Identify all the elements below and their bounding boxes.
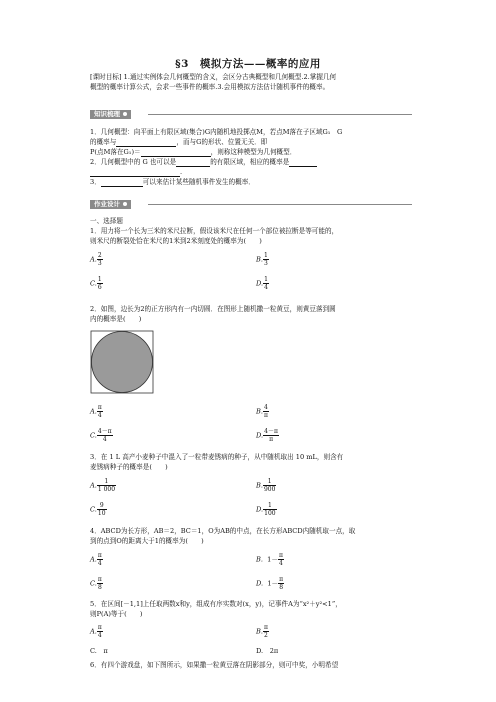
text: 可以来估计某些随机事件发生的概率． [142, 178, 255, 186]
numerator: 1 [264, 276, 268, 283]
fraction [97, 478, 116, 493]
option-label: D. [256, 505, 264, 514]
fraction [97, 276, 103, 291]
question-6-line-1: 6．有四个游戏盘，如下图所示，如果撒一粒黄豆落在阴影部分，则可中奖，小明希望 [90, 661, 339, 669]
goals-text-1: 1.通过实例体会几何概型的含义，会区分古典概型和几何概型.2.掌握几何 [123, 73, 337, 81]
fraction [263, 478, 276, 493]
option-label: B. [256, 627, 263, 636]
fraction [97, 428, 113, 443]
numerator: π [278, 552, 283, 559]
option-label: C. [90, 505, 97, 514]
option-label: B. [256, 255, 263, 264]
option-label: A. [90, 481, 97, 490]
q2-option-c [90, 428, 113, 443]
numerator: 9 [97, 502, 107, 510]
q3-option-b [256, 478, 276, 493]
denominator: π [263, 412, 268, 419]
divider [148, 114, 412, 115]
text: ，而与G的形状、位置无关．即 [176, 138, 268, 146]
text: . [180, 168, 183, 176]
question-4-line-1: 4．ABCD为长方形，AB＝2，BC＝1，O为AB的中点，在长方形ABCD内随机取一点，取 [90, 527, 356, 535]
numerator: π [97, 624, 102, 631]
numerator: 4 [264, 404, 268, 411]
option-label: A. [90, 555, 97, 564]
fraction [97, 624, 103, 639]
square-with-inscribed-circle-figure [90, 330, 154, 394]
knowledge-1c [90, 147, 410, 157]
section-banner-knowledge [90, 110, 131, 119]
numerator: π [97, 576, 102, 583]
numerator: 1 [97, 276, 102, 283]
denominator: 6 [97, 284, 102, 291]
q3-option-a [90, 478, 116, 493]
option-label: B. [256, 481, 263, 490]
fraction [263, 502, 276, 517]
fraction [97, 404, 103, 419]
denominator: 4 [97, 412, 102, 419]
knowledge-2b [90, 167, 410, 177]
q5-option-c: C. π [90, 647, 108, 655]
question-3-line-2: 麦锈病种子的概率是( ) [90, 463, 168, 471]
denominator: 3 [263, 260, 268, 267]
question-2-line-2: 内的概率是( ) [90, 315, 142, 323]
option-label: A. [90, 627, 97, 636]
option-label: D. [256, 431, 264, 440]
denominator: 1 000 [97, 486, 116, 493]
section-label: 作业设计 [94, 200, 120, 208]
text: ，则称这种模型为几何概型． [210, 148, 297, 156]
fraction [263, 276, 269, 291]
denominator: 4 [97, 632, 102, 639]
fraction [263, 624, 269, 639]
denominator: π [269, 436, 274, 443]
denominator: 4 [97, 560, 102, 567]
option-label: A. [90, 407, 97, 416]
denominator: 2 [264, 632, 268, 639]
goals-label: [课时目标] [90, 73, 122, 81]
numerator: 1 [97, 478, 116, 486]
fill-blank [90, 168, 183, 177]
numerator: 2 [97, 252, 102, 259]
q5-option-d: D. 2π [256, 647, 279, 655]
section-label: 知识梳理 [94, 110, 120, 118]
q1-option-a [90, 252, 103, 267]
q4-option-d [256, 576, 284, 591]
denominator: 900 [263, 486, 276, 493]
fraction [97, 576, 103, 591]
question-3-line-1: 3．在 1 L 高产小麦种子中混入了一粒带麦锈病的种子，从中随机取出 10 mL，则含有 [90, 453, 344, 461]
fraction [263, 404, 269, 419]
fraction [263, 428, 279, 443]
question-4-line-2: 到的点到O的距离大于1的概率为( ) [90, 537, 204, 545]
denominator: 100 [264, 510, 276, 517]
prefix: 1－ [267, 579, 279, 588]
goals-line-2: 概型的概率计算公式，会求一些事件的概率.3.会用模拟方法估计随机事件的概率。 [90, 83, 330, 91]
q2-option-a [90, 404, 103, 419]
question-1-line-1: 1．用力将一个长为三米的米尺拉断，假设该米尺在任何一个部位被拉断是等可能的， [90, 227, 339, 235]
fill-blank [141, 149, 211, 157]
knowledge-1a: 1．几何概型：向平面上有限区域(集合)G内随机地投掷点M，若点M落在子区域G₁ G [90, 128, 343, 136]
section-banner-homework [90, 200, 131, 209]
q1-option-c [90, 276, 103, 291]
numerator: π [263, 624, 268, 631]
question-1-line-2: 则米尺的断裂处恰在米尺的1米到2米刻度处的概率为( ) [90, 237, 262, 245]
q1-option-b [256, 252, 269, 267]
fill-blank [116, 139, 176, 147]
knowledge-2a [90, 157, 410, 167]
bullet-icon [123, 202, 127, 206]
knowledge-1b [90, 137, 410, 147]
numerator: 1 [263, 252, 268, 259]
knowledge-3 [90, 177, 410, 187]
denominator: 10 [97, 510, 106, 517]
page-title: §3 模拟方法——概率的应用 [175, 58, 321, 70]
option-label: A. [90, 255, 97, 264]
text: 的概率与 [90, 138, 117, 146]
bullet-icon [123, 112, 127, 116]
q5-option-b [256, 624, 269, 639]
numerator: π [97, 404, 102, 411]
option-label: D. [256, 579, 264, 588]
divider [148, 204, 412, 205]
fraction [97, 502, 107, 517]
q4-option-b [256, 552, 284, 567]
denominator: 4 [102, 436, 107, 443]
option-label: B. [256, 407, 263, 416]
denominator: 4 [279, 560, 283, 567]
q3-option-c [90, 502, 107, 517]
numerator: 1 [263, 478, 276, 486]
q2-option-d [256, 428, 279, 443]
q4-option-a [90, 552, 103, 567]
fill-blank [101, 179, 143, 187]
inscribed-circle [92, 332, 153, 393]
fraction [97, 252, 103, 267]
fraction [278, 576, 284, 591]
numerator: 4－π [97, 428, 112, 435]
text: 2．几何概型中的 G 也可以是 [90, 158, 177, 166]
denominator: 8 [97, 584, 102, 591]
q3-option-d [256, 502, 277, 517]
text: 3． [90, 178, 101, 186]
option-label: C. [90, 579, 97, 588]
question-2-line-1: 2．如图，边长为2的正方形内有一内切圆．在图形上随机撒一粒黄豆，则黄豆落到圆 [90, 305, 336, 313]
option-label: C. [90, 279, 97, 288]
fill-blank [289, 159, 317, 167]
question-5-line-1: 5．在区间[－1,1]上任取两数x和y，组成有序实数对(x，y)，记事件A为“x²＋y²<1”， [90, 600, 342, 608]
part-heading: 一、选择题 [90, 217, 123, 225]
q2-option-b [256, 404, 269, 419]
fraction [263, 252, 269, 267]
prefix: 1－ [267, 555, 278, 564]
option-label: B. [256, 555, 263, 564]
q4-option-c [90, 576, 103, 591]
numerator: 1 [263, 502, 276, 510]
text: P(点M落在G₁)＝ [90, 148, 141, 156]
numerator: π [279, 576, 284, 583]
fraction [97, 552, 103, 567]
numerator: 4－π [264, 428, 278, 435]
q1-option-d [256, 276, 269, 291]
text: 的有限区域，相应的概率是 [210, 158, 290, 166]
fill-blank [176, 159, 210, 167]
denominator: 4 [264, 284, 268, 291]
question-5-line-2: 则P(A)等于( ) [90, 610, 143, 618]
fraction [278, 552, 284, 567]
denominator: 3 [97, 260, 102, 267]
q5-option-a [90, 624, 103, 639]
goals-line-1 [90, 72, 410, 82]
option-label: C. [90, 431, 97, 440]
option-label: D. [256, 279, 264, 288]
numerator: π [97, 552, 102, 559]
denominator: 8 [279, 584, 284, 591]
